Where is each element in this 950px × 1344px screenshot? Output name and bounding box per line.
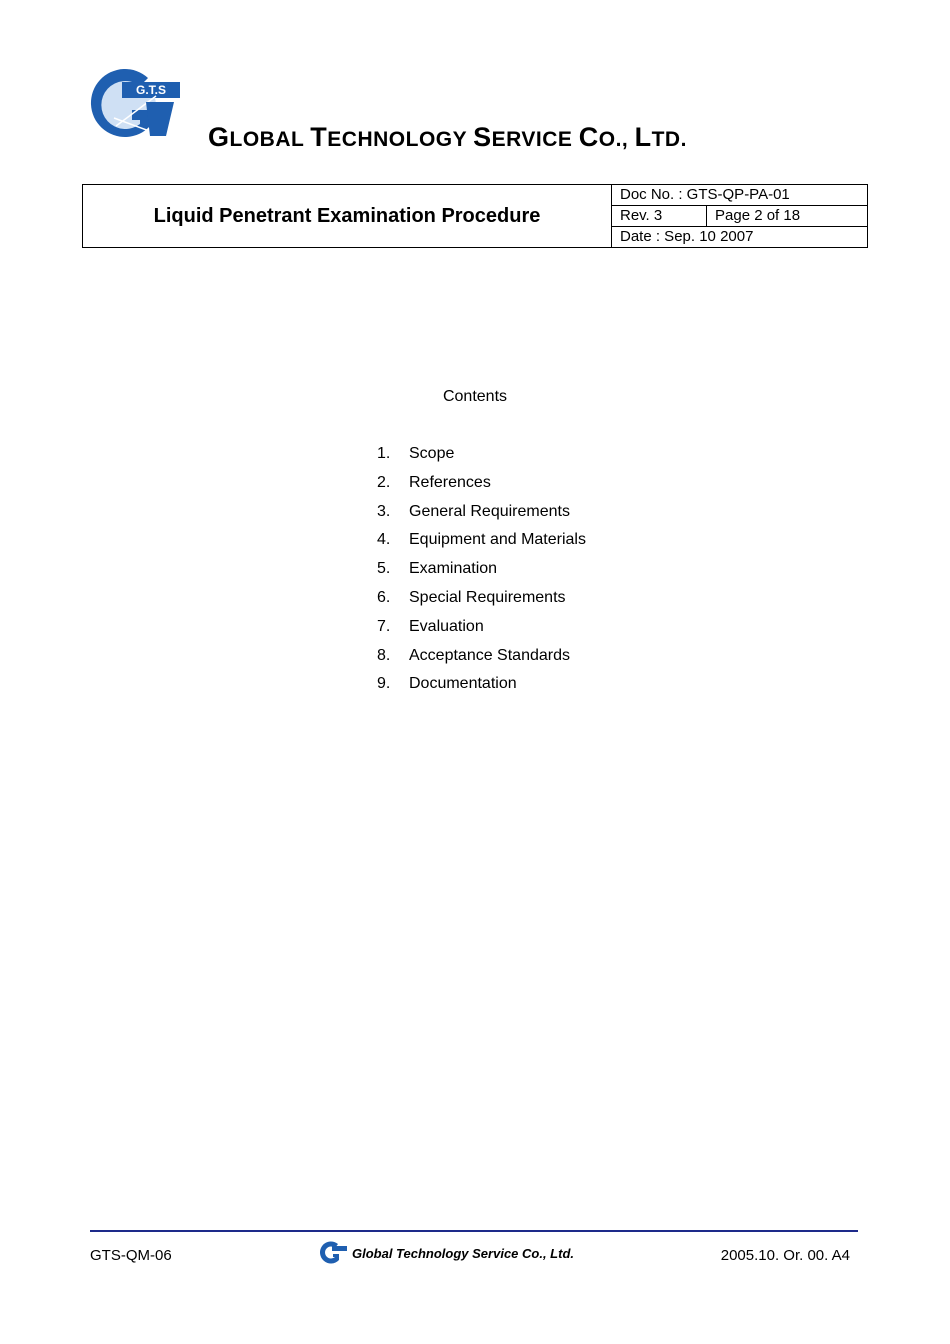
page-number: Page 2 of 18 <box>707 206 868 227</box>
footer-company: Global Technology Service Co., Ltd. <box>320 1240 574 1266</box>
document-header-table <box>82 184 868 248</box>
doc-number: Doc No. : GTS-QP-PA-01 <box>612 185 868 206</box>
toc-item: 8. Acceptance Standards <box>377 646 570 664</box>
contents-heading: Contents <box>442 388 508 405</box>
table-of-contents <box>377 444 586 703</box>
toc-item: 3. General Requirements <box>377 502 570 520</box>
company-name: GLOBAL TECHNOLOGY SERVICE CO., LTD. <box>208 122 687 152</box>
toc-item: 4. Equipment and Materials <box>377 531 586 549</box>
document-date: Date : Sep. 10 2007 <box>612 227 868 248</box>
toc-item: 2. References <box>377 473 491 491</box>
toc-item: 9. Documentation <box>377 675 517 693</box>
footer-form-code: GTS-QM-06 <box>90 1247 172 1264</box>
footer-divider <box>90 1230 858 1232</box>
toc-item: 5. Examination <box>377 560 498 578</box>
gts-mini-logo <box>320 1240 348 1266</box>
toc-item: 7. Evaluation <box>377 617 484 635</box>
gts-logo <box>86 66 186 148</box>
revision: Rev. 3 <box>612 206 707 227</box>
footer-revision-code: 2005.10. Or. 00. A4 <box>720 1247 850 1264</box>
toc-item: 6. Special Requirements <box>377 588 566 606</box>
document-title: Liquid Penetrant Examination Procedure <box>83 185 612 248</box>
svg-text:G.T.S: G.T.S <box>135 83 167 97</box>
toc-item: 1. Scope <box>377 445 455 462</box>
